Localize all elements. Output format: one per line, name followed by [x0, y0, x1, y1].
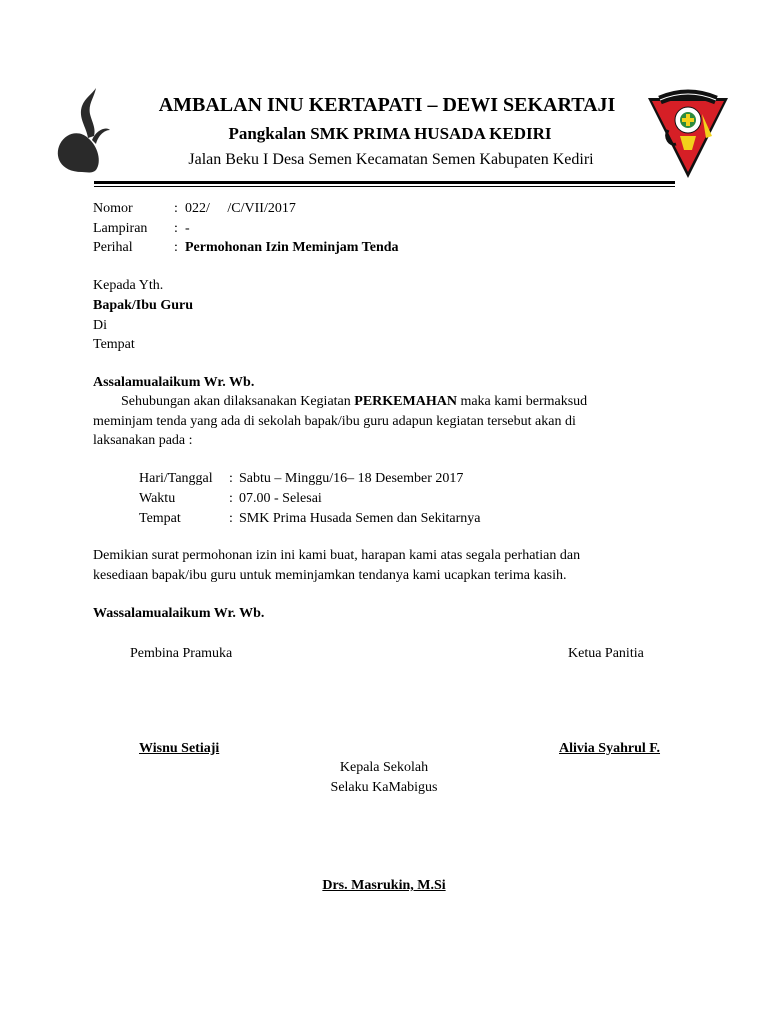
waktu-colon: :	[229, 491, 233, 506]
p1-before: Sehubungan akan dilaksanakan Kegiatan	[121, 394, 355, 409]
tempat-value: SMK Prima Husada Semen dan Sekitarnya	[239, 511, 481, 526]
nomor-value: 022/ /C/VII/2017	[185, 201, 296, 216]
perihal-colon: :	[174, 240, 178, 255]
signature-center-name: Drs. Masrukin, M.Si	[322, 878, 446, 893]
perihal-label: Perihal	[93, 240, 133, 255]
perihal-value: Permohonan Izin Meminjam Tenda	[185, 240, 399, 255]
farewell: Wassalamualaikum Wr. Wb.	[93, 606, 265, 621]
letterhead-subtitle: Pangkalan SMK PRIMA HUSADA KEDIRI	[228, 124, 552, 143]
recipient-line-4: Tempat	[93, 337, 135, 352]
closing-line-2: kesediaan bapak/ibu guru untuk meminjamkan tendanya kami ucapkan terima kasih.	[93, 568, 567, 583]
body-paragraph-line-2: meminjam tenda yang ada di sekolah bapak/ibu guru adapun kegiatan tersebut akan di	[93, 414, 576, 429]
nomor-colon: :	[174, 201, 178, 216]
lampiran-label: Lampiran	[93, 221, 148, 236]
waktu-label: Waktu	[139, 491, 176, 506]
signature-center-role-2: Selaku KaMabigus	[330, 780, 438, 795]
body-paragraph-line-1	[121, 392, 587, 412]
body-paragraph-line-3: laksanakan pada :	[93, 433, 193, 448]
recipient-line-2: Bapak/Ibu Guru	[93, 298, 193, 313]
signature-right-name: Alivia Syahrul F.	[559, 741, 661, 756]
hari-value: Sabtu – Minggu/16– 18 Desember 2017	[239, 471, 464, 486]
nomor-label: Nomor	[93, 201, 133, 216]
lampiran-value: -	[185, 221, 190, 236]
signature-right-role: Ketua Panitia	[568, 646, 644, 661]
tempat-label: Tempat	[139, 511, 181, 526]
letterhead-address: Jalan Beku I Desa Semen Kecamatan Semen Kabupaten Kediri	[188, 151, 594, 168]
lampiran-colon: :	[174, 221, 178, 236]
hari-colon: :	[229, 471, 233, 486]
waktu-value: 07.00 - Selesai	[239, 491, 322, 506]
signature-left-name: Wisnu Setiaji	[139, 741, 220, 756]
recipient-line-3: Di	[93, 318, 107, 333]
p1-after: maka kami bermaksud	[456, 394, 588, 409]
tempat-colon: :	[229, 511, 233, 526]
p1-bold-keyword: PERKEMAHAN	[354, 394, 457, 409]
signature-center-name-wrap	[0, 876, 768, 896]
recipient-line-1: Kepada Yth.	[93, 278, 164, 293]
signature-left-role: Pembina Pramuka	[130, 646, 233, 661]
letterhead-title: AMBALAN INU KERTAPATI – DEWI SEKARTAJI	[158, 94, 616, 116]
closing-line-1: Demikian surat permohonan izin ini kami buat, harapan kami atas segala perhatian dan	[93, 548, 581, 563]
signature-center-role-1: Kepala Sekolah	[339, 760, 429, 775]
letterhead-rule-thin	[94, 186, 675, 187]
greeting: Assalamualaikum Wr. Wb.	[93, 375, 255, 390]
hari-label: Hari/Tanggal	[139, 471, 213, 486]
letterhead-rule-thick	[94, 181, 675, 184]
